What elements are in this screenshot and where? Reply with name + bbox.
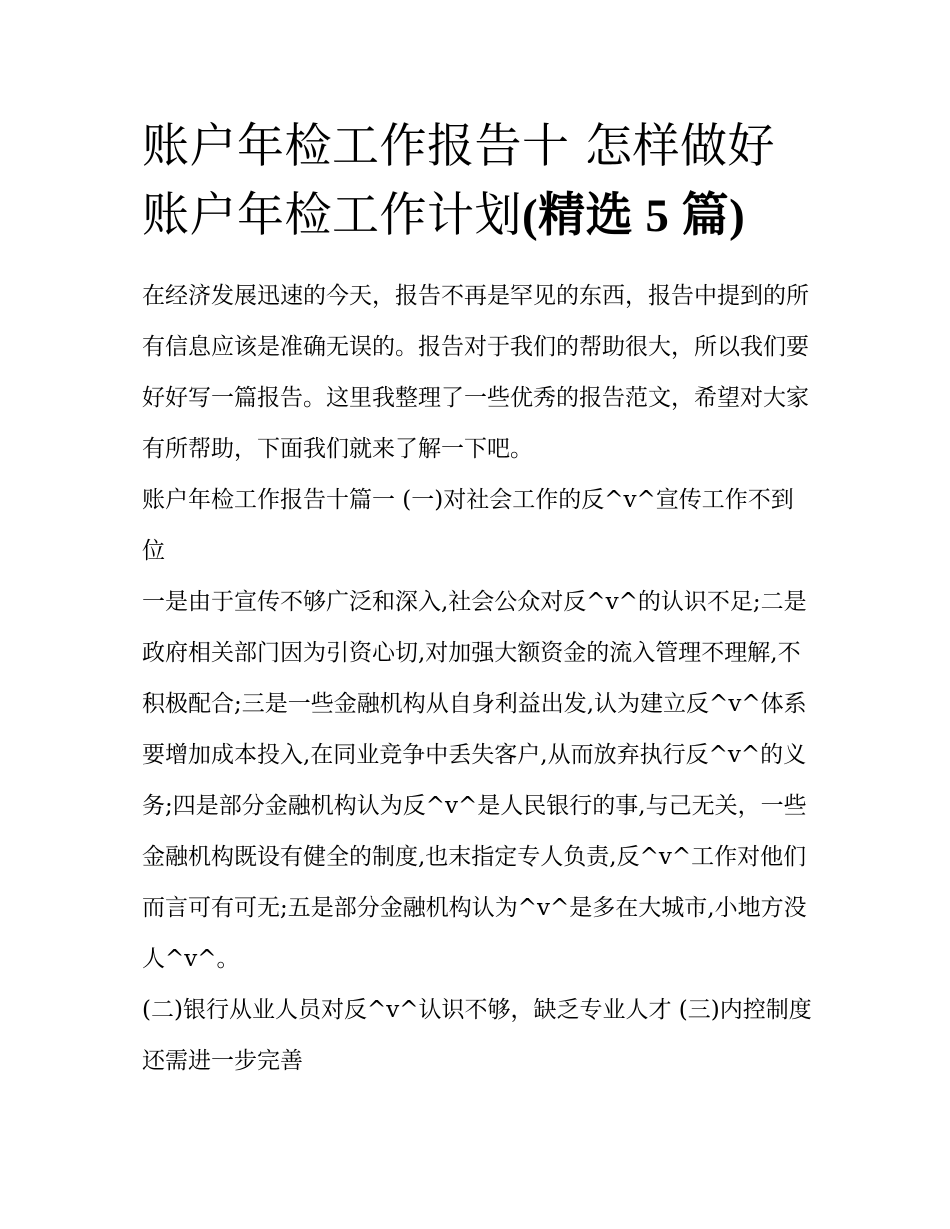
closing-paragraph: (二)银行从业人员对反^v^认识不够，缺乏专业人才 (三)内控制度还需进一步完善 — [142, 997, 812, 1074]
section-heading-paragraph: 账户年检工作报告十篇一 (一)对社会工作的反^v^宣传工作不到位 — [142, 487, 794, 564]
title-line-1: 账户年检工作报告十 怎样做好 — [142, 119, 775, 174]
intro-paragraph: 在经济发展迅速的今天，报告不再是罕见的东西，报告中提到的所有信息应该是准确无误的。报告对于我们的帮助很大，所以我们要好好写一篇报告。这里我整理了一些优秀的报告范文，希望对大家有所帮助，下面我们就来了解一下吧。 — [142, 283, 809, 462]
title-line-2: 账户年检工作计划 — [142, 188, 522, 243]
title-line-2-suffix: (精选 5 篇) — [522, 190, 746, 242]
body-paragraph: 一是由于宣传不够广泛和深入,社会公众对反^v^的认识不足;二是政府相关部门因为引资心切,对加强大额资金的流入管理不理解,不积极配合;三是一些金融机构从自身利益出发,认为建立反^v^体系要增加成本投入,在同业竞争中丢失客户,从而放弃执行反^v^的义务;四是部分金融机构认为反^v^是人民银行的事,与己无关，一些金融机构既设有健全的制度,也末指定专人负责,反^v^工作对他们而言可有可无;五是部分金融机构认为^v^是多在大城市,小地方没人^v^。 — [142, 589, 807, 972]
document-title — [142, 112, 814, 251]
document-body — [142, 271, 814, 1087]
document-page — [142, 112, 814, 1087]
